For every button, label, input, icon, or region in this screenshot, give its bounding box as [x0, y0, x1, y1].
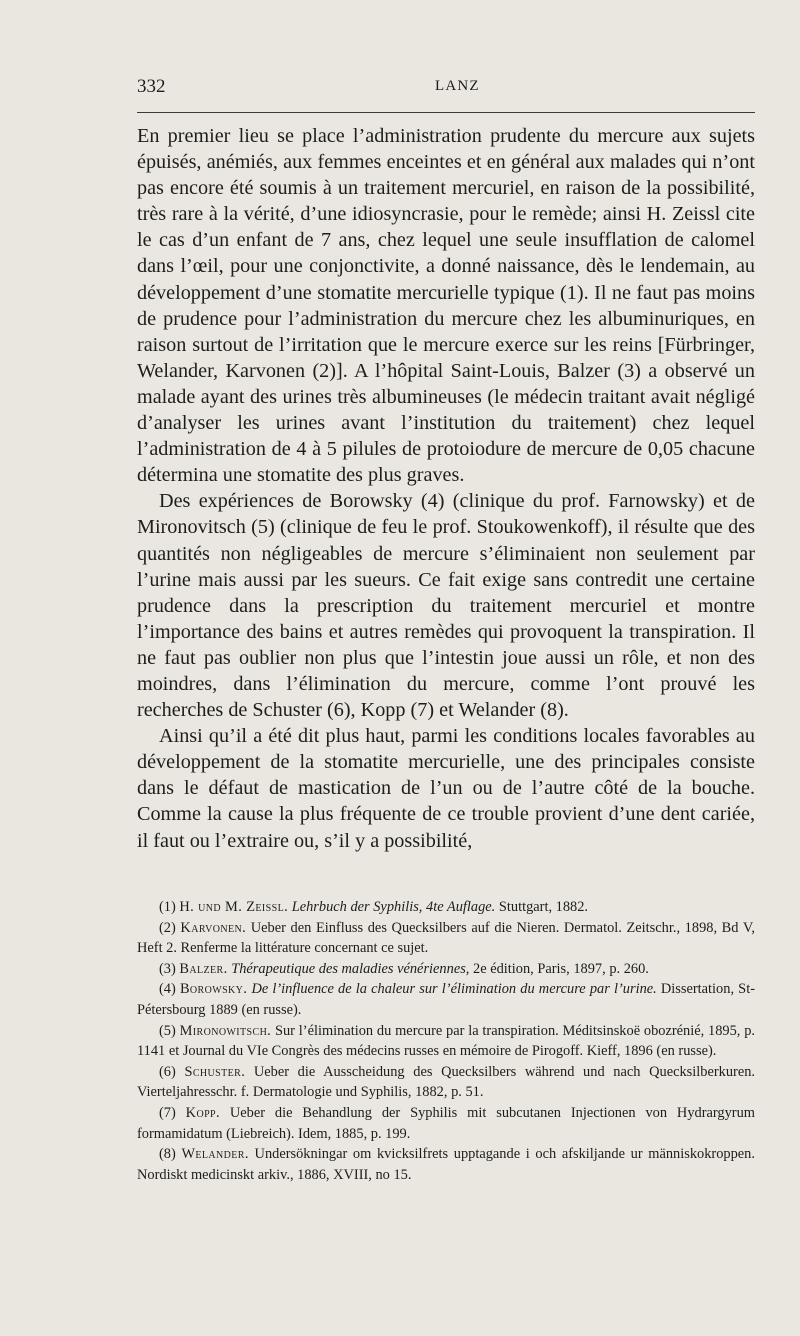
footnote-author: Karvonen. — [180, 919, 247, 936]
footnote-text: Undersökningar om kvicksilfrets upptagande i och afskiljande ur människokroppen. Nordiskt medicinskt arkiv., 1886, XVIII, no 15. — [137, 1146, 755, 1183]
footnote-number: (8) — [159, 1146, 176, 1163]
body-text — [137, 123, 755, 854]
paragraph: Ainsi qu’il a été dit plus haut, parmi les conditions locales favorables au développement de la stomatite mercurielle, une des principales consiste dans le défaut de mastication de l’un ou de l’autre côté de la bouche. Comme la cause la plus fréquente de ce trouble provient d’une dent cariée, il faut ou l’extraire ou, s’il y a possibilité, — [137, 725, 755, 852]
footnote — [137, 1103, 755, 1144]
footnote — [137, 897, 755, 918]
footnote — [137, 979, 755, 1020]
page-header — [137, 76, 757, 98]
footnote-text: Stuttgart, 1882. — [495, 899, 589, 915]
footnotes — [137, 897, 755, 1185]
footnote-number: (3) — [159, 960, 176, 977]
footnote-author: Balzer. — [179, 960, 228, 977]
footnote-text: Dissertation, St-Pétersbourg 1889 (en russe). — [137, 981, 755, 1018]
footnote-number: (7) — [159, 1104, 176, 1121]
footnote — [137, 918, 755, 959]
footnote-author: Mironowitsch. — [179, 1022, 272, 1039]
footnote-text: 2e édition, Paris, 1897, p. 260. — [469, 960, 649, 977]
footnote-number: (2) — [159, 919, 176, 936]
footnote-author: H. und M. Zeissl. — [179, 899, 289, 915]
footnote — [137, 1021, 755, 1062]
footnote-number: (6) — [159, 1063, 176, 1080]
header-rule — [137, 112, 755, 113]
footnote — [137, 959, 755, 980]
paragraph: Des expériences de Borowsky (4) (clinique du prof. Farnowsky) et de Mironovitsch (5) (clinique de feu le prof. Stoukowenkoff), il résulte que des quantités non négligeables de mercure s’éliminaient non seulement par l’urine mais aussi par les sueurs. Ce fait exige sans contredit une certaine prudence dans la prescription du traitement mercuriel et montre l’importance des bains et autres remèdes qui provoquent la transpiration. Il ne faut pas oublier non plus que l’intestin joue aussi un rôle, et non des moindres, dans l’élimination du mercure, comme l’ont prouvé les recherches de Schuster (6), Kopp (7) et Welander (8). — [137, 490, 755, 722]
footnote-title: De l’influence de la chaleur sur l’élimination du mercure par l’urine. — [251, 981, 657, 998]
footnote-number: (5) — [159, 1022, 176, 1039]
running-head: LANZ — [435, 78, 480, 94]
footnote-number: (4) — [159, 981, 176, 998]
footnote — [137, 1144, 755, 1185]
footnote-title: Lehrbuch der Syphilis, 4te Auflage. — [291, 899, 496, 915]
footnote-author: Welander. — [181, 1146, 249, 1163]
footnote-text: Ueber die Ausscheidung des Quecksilbers während und nach Quecksilberkuren. Vierteljahresschr. f. Dermatologie und Syphilis, 1882, p. 51. — [137, 1063, 755, 1101]
footnote-author: Schuster. — [184, 1063, 246, 1080]
footnote-author: Kopp. — [185, 1104, 221, 1121]
footnote-text: Ueber den Einfluss des Quecksilbers auf die Nieren. Dermatol. Zeitschr., 1898, Bd V, Heft 2. Renferme la littérature concernant ce sujet. — [137, 919, 755, 957]
page-number: 332 — [137, 76, 166, 97]
footnote — [137, 1062, 755, 1103]
footnote-text: Ueber die Behandlung der Syphilis mit subcutanen Injectionen von Hydrargyrum formamidatum (Liebreich). Idem, 1885, p. 199. — [137, 1104, 755, 1142]
footnote-text: Sur l’élimination du mercure par la transpiration. Méditsinskoë obozrénié, 1895, p. 1141 et Journal du VIe Congrès des médecins russes en mémoire de Pirogoff. Kieff, 1896 (en russe). — [137, 1022, 755, 1060]
paragraph: En premier lieu se place l’administration prudente du mercure aux sujets épuisés, anémiés, aux femmes enceintes et en général aux malades qui n’ont pas encore été soumis à un traitement mercuriel, en raison de la possibilité, très rare à la vérité, d’une idiosyncrasie, pour le remède; ainsi H. Zeissl cite le cas d’un enfant de 7 ans, chez lequel une seule insufflation de calomel dans l’œil, pour une conjonctivite, a donné naissance, dès le lendemain, au développement d’une stomatite mercurielle typique (1). Il ne faut pas moins de prudence pour l’administration du mercure chez les albuminuriques, en raison surtout de l’irritation que le mercure exerce sur les reins [Fürbringer, Welander, Karvonen (2)]. A l’hôpital Saint-Louis, Balzer (3) a observé un malade ayant des urines très albumineuses (le médecin traitant avait négligé d’analyser les urines avant l’institution du traitement) chez lequel l’administration de 4 à 5 pilules de protoiodure de mercure de 0,05 chacune détermina une stomatite des plus graves. — [137, 125, 755, 487]
footnote-title: Thérapeutique des maladies vénériennes, — [231, 960, 470, 977]
footnote-number: (1) — [159, 899, 176, 915]
footnote-author: Borowsky. — [179, 981, 248, 998]
